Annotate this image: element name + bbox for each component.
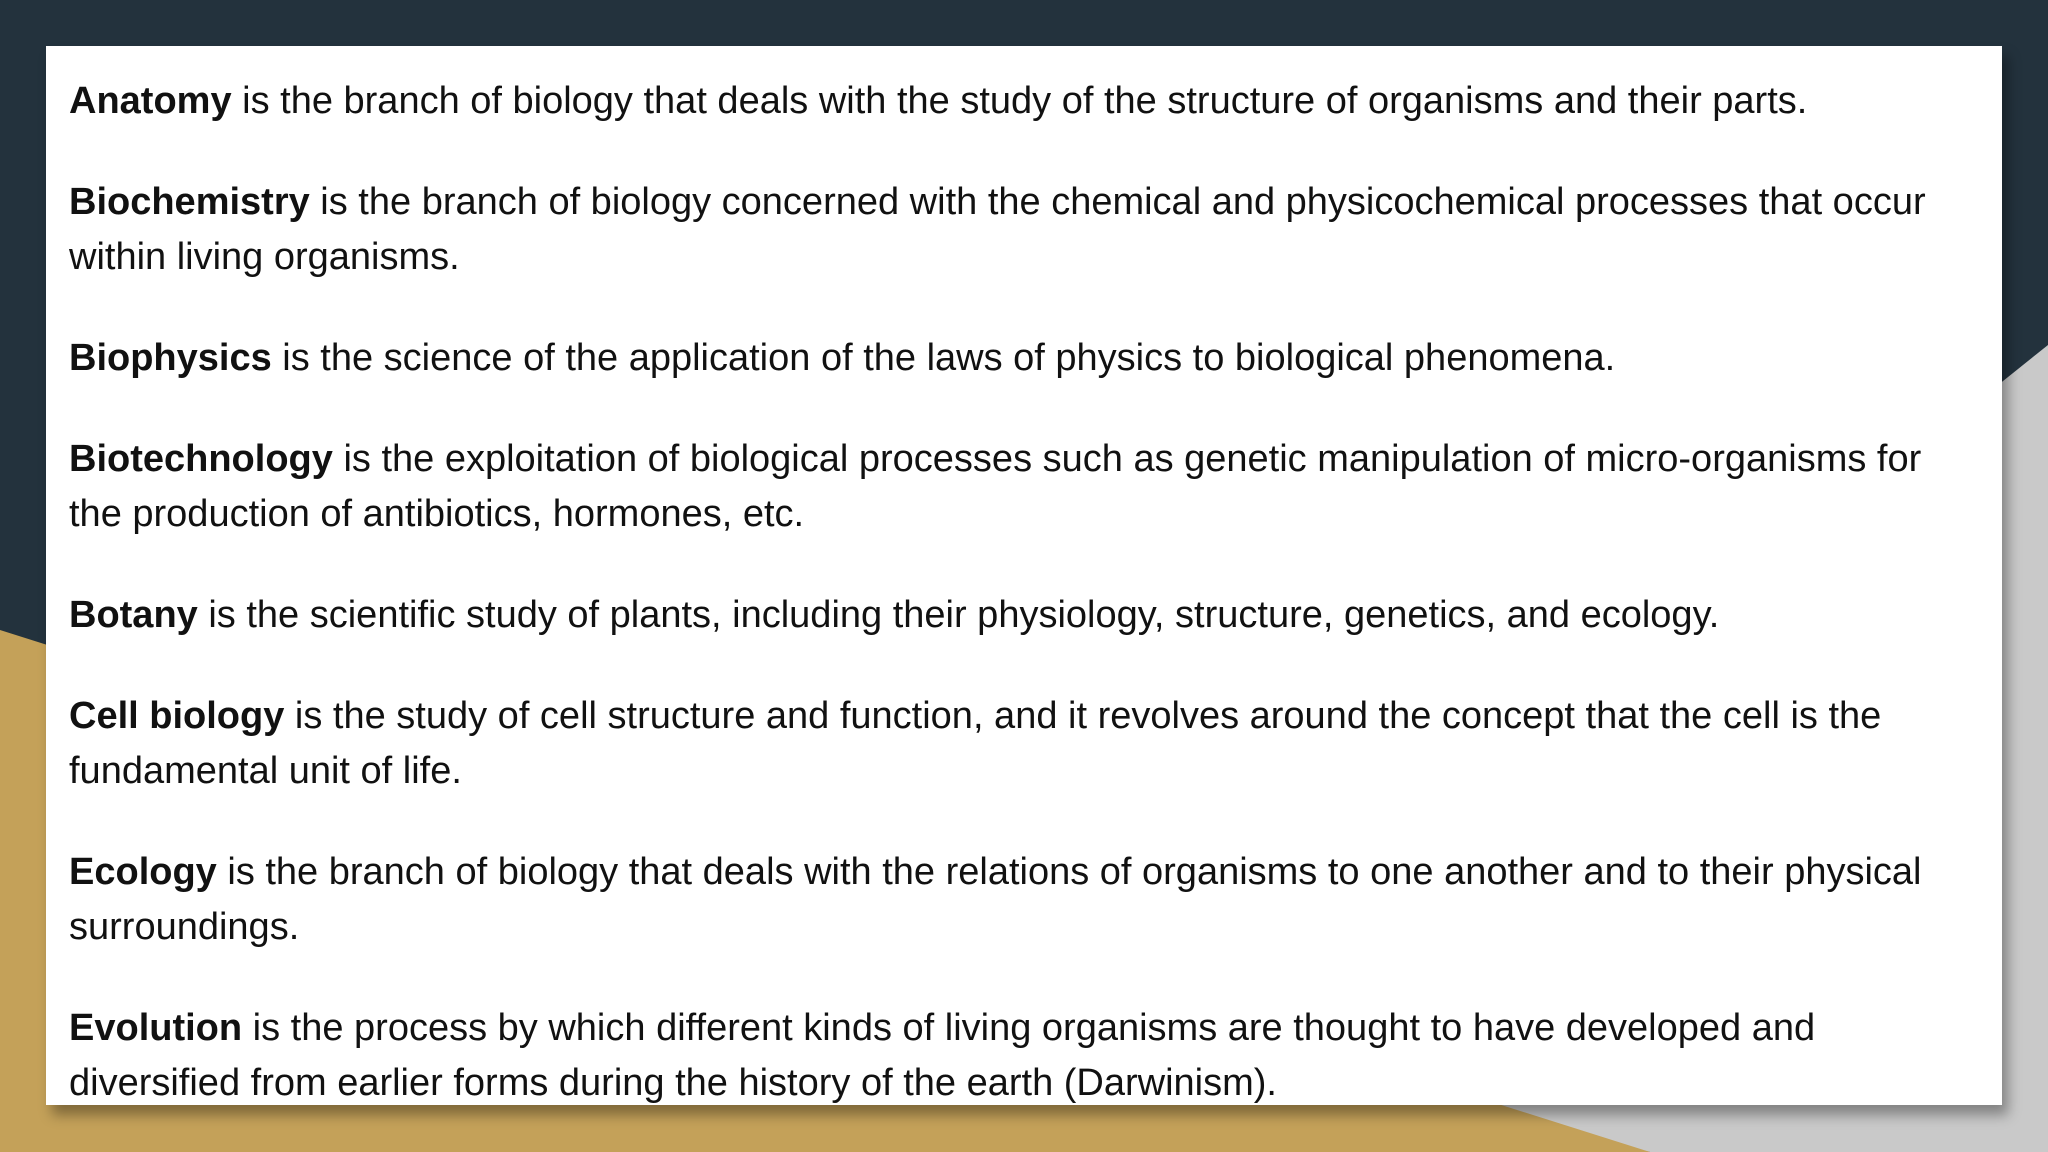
definition-anatomy — [69, 74, 1980, 129]
term-label: Cell biology — [69, 695, 285, 737]
definition-botany — [69, 588, 1980, 643]
definition-biophysics — [69, 331, 1980, 386]
definition-text: is the study of cell structure and function, and it revolves around the concept that the cell is the fundamental unit of life. — [69, 695, 1882, 792]
definition-cell-biology — [69, 689, 1980, 799]
definition-text: is the exploitation of biological processes such as genetic manipulation of micro-organisms for the production of antibiotics, hormones, etc. — [69, 438, 1922, 535]
term-label: Botany — [69, 594, 198, 636]
term-label: Biochemistry — [69, 181, 310, 223]
definition-text: is the branch of biology that deals with the relations of organisms to one another and to their physical surroundings. — [69, 851, 1922, 948]
definition-biochemistry — [69, 175, 1980, 285]
term-label: Evolution — [69, 1007, 243, 1049]
term-label: Biophysics — [69, 337, 272, 379]
definition-evolution — [69, 1001, 1980, 1105]
definition-text: is the science of the application of the laws of physics to biological phenomena. — [271, 337, 1616, 379]
slide-content-card — [46, 46, 2002, 1105]
definition-ecology — [69, 845, 1980, 955]
term-label: Biotechnology — [69, 438, 333, 480]
term-label: Ecology — [69, 851, 217, 893]
definition-biotechnology — [69, 432, 1980, 542]
definition-text: is the branch of biology that deals with the study of the structure of organisms and their parts. — [231, 80, 1808, 122]
definition-text: is the branch of biology concerned with the chemical and physicochemical processes that occur within living organisms. — [69, 181, 1926, 278]
definition-text: is the scientific study of plants, including their physiology, structure, genetics, and ecology. — [197, 594, 1720, 636]
term-label: Anatomy — [69, 80, 232, 122]
definition-text: is the process by which different kinds of living organisms are thought to have developed and diversified from earlier forms during the history of the earth (Darwinism). — [69, 1007, 1816, 1104]
